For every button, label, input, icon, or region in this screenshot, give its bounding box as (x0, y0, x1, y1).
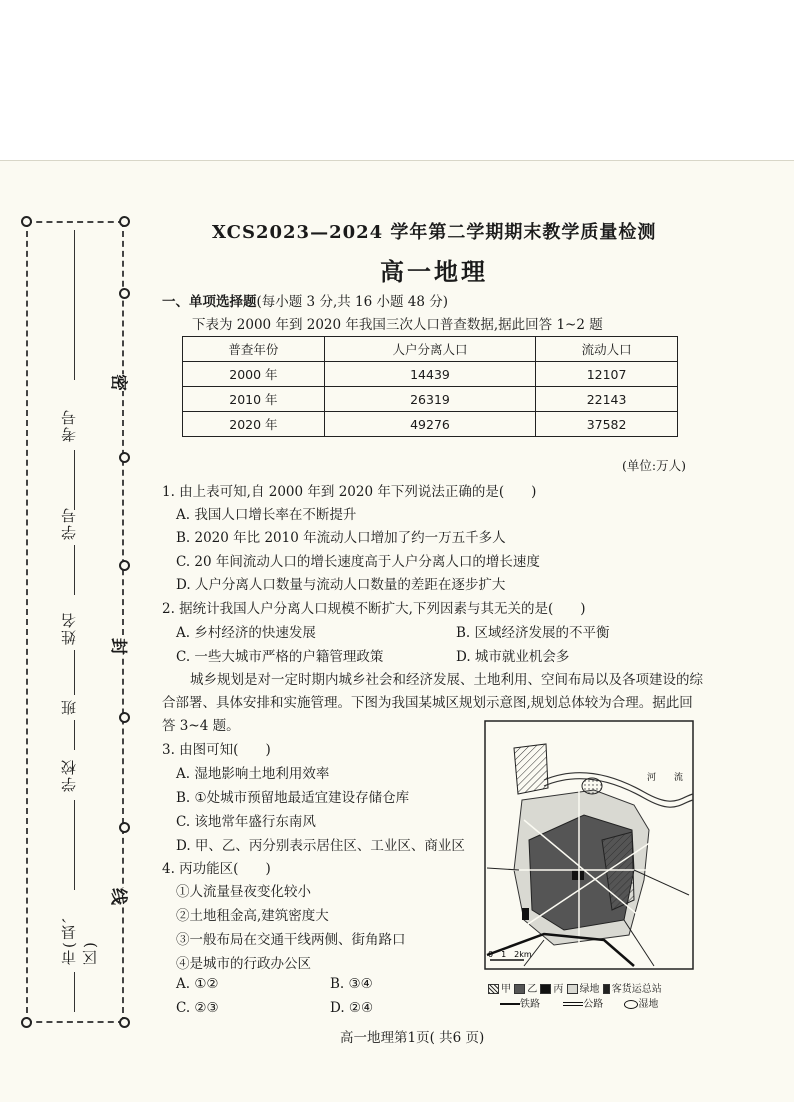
q2-option-c: C. 一些大城市严格的户籍管理政策 (176, 649, 384, 665)
binding-hole (119, 560, 130, 571)
table-header-cell: 普查年份 (183, 337, 325, 362)
legend-swatch-yi (514, 984, 525, 994)
table-cell: 49276 (324, 412, 535, 437)
q2-option-d: D. 城市就业机会多 (456, 649, 570, 665)
binding-hole (119, 712, 130, 723)
q4-option-a: A. ①② (176, 976, 219, 992)
binding-hole (119, 452, 130, 463)
legend-bing: 丙 (553, 984, 564, 995)
section-heading-line (162, 290, 448, 310)
q1-option-a: A. 我国人口增长率在不断提升 (176, 507, 357, 523)
table-cell: 14439 (324, 362, 535, 387)
q2-option-a: A. 乡村经济的快速发展 (176, 625, 316, 641)
q1-option-c: C. 20 年间流动人口的增长速度高于人户分离人口的增长速度 (176, 554, 540, 570)
q3-stem: 3. 由图可知( ) (162, 742, 271, 758)
q3-option-d: D. 甲、乙、丙分别表示居住区、工业区、商业区 (176, 838, 465, 854)
q4-option-b: B. ③④ (330, 976, 373, 992)
section-heading: 一、单项选择题 (162, 294, 257, 310)
scale-text: 0 1 2km (488, 950, 532, 959)
binding-line (74, 972, 75, 1012)
zone-industrial-north (514, 744, 548, 794)
legend-freight: 客货运总站 (611, 984, 662, 995)
legend-green: 绿地 (579, 984, 600, 995)
legend-swatch-road (563, 1002, 583, 1006)
binding-line (74, 720, 75, 750)
binding-hole (119, 288, 130, 299)
table-cell: 37582 (536, 412, 678, 437)
legend-jia: 甲 (501, 984, 511, 995)
legend-swatch-bing (540, 984, 551, 994)
river-label-2: 流 (674, 773, 684, 783)
legend-swatch-rail (500, 1003, 520, 1005)
legend-wetland: 湿地 (638, 999, 659, 1010)
q4-statement: ③一般布局在交通干线两侧、街角路口 (176, 932, 406, 948)
binding-label-city: 市(县、区) (60, 906, 99, 965)
table-cell: 22143 (536, 387, 678, 412)
table-cell: 2000 年 (183, 362, 325, 387)
table-unit: (单位:万人) (622, 458, 686, 473)
passage-line: 合部署、具体安排和实施管理。下图为我国某城区规划示意图,规划总体较为合理。据此回 (162, 695, 693, 711)
subject-title: 高一地理 (380, 257, 488, 286)
legend-swatch-wetland (624, 1000, 638, 1009)
binding-line (74, 800, 75, 890)
table-header-row (183, 337, 678, 362)
map-legend-row1 (488, 980, 662, 995)
binding-label-exam-number: 考号 (60, 408, 78, 442)
freight-station (522, 908, 529, 920)
q3-option-a: A. 湿地影响土地利用效率 (176, 766, 330, 782)
seal-char-xian: 线 (106, 888, 135, 905)
table-row (183, 412, 678, 437)
river-label: 河 (647, 773, 657, 783)
q3-option-b: B. ①处城市预留地最适宜建设存储仓库 (176, 790, 410, 806)
q2-option-b: B. 区域经济发展的不平衡 (456, 625, 610, 641)
census-table (182, 336, 678, 437)
binding-label-school: 学校 (60, 758, 78, 792)
legend-swatch-green (567, 984, 578, 994)
q4-option-d: D. ②④ (330, 1000, 374, 1016)
q1-option-d: D. 人户分离人口数量与流动人口数量的差距在逐步扩大 (176, 577, 506, 593)
binding-line (74, 230, 75, 380)
table-row (183, 387, 678, 412)
q1-option-b: B. 2020 年比 2010 年流动人口增加了约一万五千多人 (176, 530, 506, 546)
q3-option-c: C. 该地常年盛行东南风 (176, 814, 316, 830)
table-intro: 下表为 2000 年到 2020 年我国三次人口普查数据,据此回答 1~2 题 (192, 317, 603, 333)
table-cell: 2010 年 (183, 387, 325, 412)
table-row (183, 362, 678, 387)
q4-option-c: C. ②③ (176, 1000, 219, 1016)
exam-title: XCS2023—2024 学年第二学期期末教学质量检测 (212, 222, 657, 243)
table-cell: 2020 年 (183, 412, 325, 437)
table-header-cell: 人户分离人口 (324, 337, 535, 362)
seal-char-mi: 密 (106, 374, 135, 391)
section-heading-note: (每小题 3 分,共 16 小题 48 分) (256, 294, 449, 310)
table-header-cell: 流动人口 (536, 337, 678, 362)
q4-stem: 4. 丙功能区( ) (162, 861, 271, 877)
binding-line (74, 545, 75, 595)
q4-statement: ②土地租金高,建筑密度大 (176, 908, 329, 924)
binding-hole (21, 216, 32, 227)
binding-line (74, 650, 75, 695)
binding-label-name: 姓名 (60, 611, 78, 645)
binding-label-class: 班 (60, 698, 78, 715)
q1-stem: 1. 由上表可知,自 2000 年到 2020 年下列说法正确的是( ) (162, 484, 537, 500)
binding-label-student-number: 学号 (60, 506, 78, 540)
legend-rail: 铁路 (520, 999, 540, 1010)
legend-swatch-jia (488, 984, 499, 994)
binding-hole (21, 1017, 32, 1028)
table-cell: 12107 (536, 362, 678, 387)
passage-line: 答 3~4 题。 (162, 718, 240, 734)
table-cell: 26319 (324, 387, 535, 412)
seal-char-feng: 封 (106, 638, 135, 655)
page-footer: 高一地理第1页( 共6 页) (340, 1030, 485, 1046)
city-planning-map (484, 720, 694, 970)
binding-hole (119, 216, 130, 227)
binding-hole (119, 1017, 130, 1028)
wetland (582, 778, 602, 794)
legend-road: 公路 (583, 999, 604, 1010)
q4-statement: ④是城市的行政办公区 (176, 956, 311, 972)
q2-stem: 2. 据统计我国人户分离人口规模不断扩大,下列因素与其无关的是( ) (162, 601, 586, 617)
map-legend-row2 (500, 995, 658, 1010)
q4-statement: ①人流量昼夜变化较小 (176, 884, 311, 900)
legend-swatch-freight (603, 984, 610, 994)
passage-line: 城乡规划是对一定时期内城乡社会和经济发展、土地利用、空间布局以及各项建设的综 (190, 672, 703, 688)
legend-yi: 乙 (527, 984, 538, 995)
zone-bing (572, 870, 584, 880)
binding-hole (119, 822, 130, 833)
